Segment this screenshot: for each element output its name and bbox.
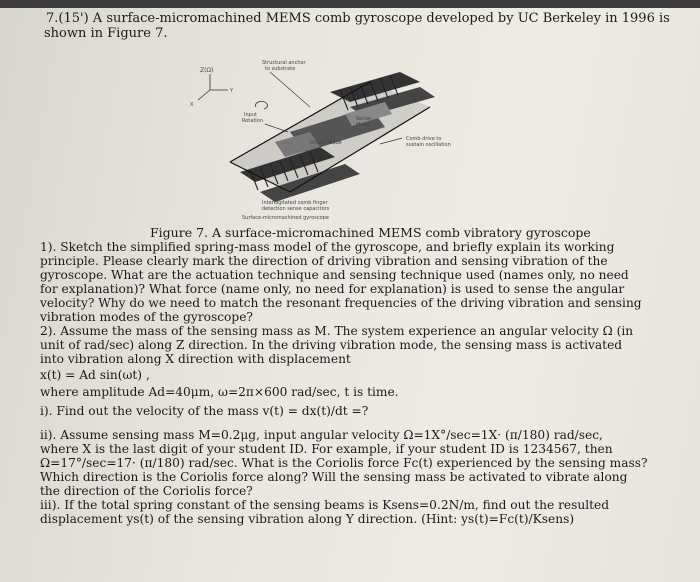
q1-line-7: 2). Assume the mass of the sensing mass as M. The system experience an angular velocity Ω (in: [40, 324, 634, 338]
q2ii-line-5: the direction of the Coriolis force?: [40, 484, 253, 498]
q2iii-line-2: displacement ys(t) of the sensing vibration along Y direction. (Hint: ys(t)=Fc(t)/Ksens): [40, 512, 575, 526]
q2-line-4: where amplitude Ad=40μm, ω=2π×600 rad/sec, t is time.: [40, 385, 399, 399]
q2ii-line-2: where X is the last digit of your student ID. For example, if your student ID is 1234567, then: [40, 442, 613, 456]
label-sustain-oscillation: sustain oscillation: [406, 142, 451, 148]
problem-title-line-2: shown in Figure 7.: [44, 26, 168, 41]
label-input: Input: [244, 112, 257, 118]
q2-line-1: unit of rad/sec) along Z direction. In the driving vibration mode, the sensing mass is activated: [40, 338, 623, 352]
label-interdigitated: Interdigitated comb finger: [262, 200, 328, 206]
label-detection-sense: detection sense capacitors: [262, 206, 330, 212]
label-to-substrate: to substrate: [265, 66, 296, 72]
q1-line-5: velocity? Why do we need to match the resonant frequencies of the driving vibration and sensing: [40, 296, 642, 310]
top-edge: [0, 0, 700, 8]
q1-line-2: principle. Please clearly mark the direction of driving vibration and sensing vibration of the: [40, 254, 608, 268]
q2i-line: i). Find out the velocity of the mass v(t) = dx(t)/dt =?: [40, 404, 369, 418]
q1-line-6: vibration modes of the gyroscope?: [40, 310, 253, 324]
axis-x-label: X: [190, 102, 194, 108]
q2ii-line-1: ii). Assume sensing mass M=0.2μg, input angular velocity Ω=1X°/sec=1X· (π/180) rad/sec,: [40, 428, 603, 442]
label-sense: Sense: [356, 116, 372, 122]
problem-title-line-1: 7.(15') A surface-micromachined MEMS comb gyroscope developed by UC Berkeley in 1996 is: [46, 11, 670, 26]
label-rotation: Rotation: [242, 118, 263, 124]
q1-line-3: gyroscope. What are the actuation technique and sensing technique used (names only, no need: [40, 268, 629, 282]
label-comb-drive: Comb drive to: [406, 136, 442, 142]
axes-diagram: [190, 67, 234, 108]
q2ii-line-4: Which direction is the Coriolis force along? Will the sensing mass be activated to vibrate along: [40, 470, 628, 484]
label-driven-mode: Driven Mode: [310, 140, 342, 146]
label-surface-gyroscope: Surface-micromachined gyroscope: [242, 215, 329, 221]
label-mode: Mode: [356, 122, 370, 128]
q2-line-2: into vibration along X direction with displacement: [40, 352, 351, 366]
gyroscope-structure: [230, 72, 435, 202]
figure-caption: Figure 7. A surface-micromachined MEMS comb vibratory gyroscope: [150, 225, 591, 240]
q2-line-3: x(t) = Ad sin(ωt) ,: [40, 368, 150, 382]
gyroscope-figure: [170, 52, 470, 224]
axis-z-label: Z(Ω): [200, 67, 214, 74]
q1-line-1: 1). Sketch the simplified spring-mass model of the gyroscope, and briefly explain its working: [40, 240, 615, 254]
q2ii-line-3: Ω=17°/sec=17· (π/180) rad/sec. What is the Coriolis force Fc(t) experienced by the sensing mass?: [40, 456, 648, 470]
axis-y-label: Y: [230, 88, 234, 94]
label-structural-anchor: Structural anchor: [262, 60, 306, 66]
q1-line-4: for explanation)? What force (name only, no need for explanation) is used to sense the angular: [40, 282, 625, 296]
q2iii-line-1: iii). If the total spring constant of the sensing beams is Ksens=0.2N/m, find out the resulted: [40, 498, 610, 512]
